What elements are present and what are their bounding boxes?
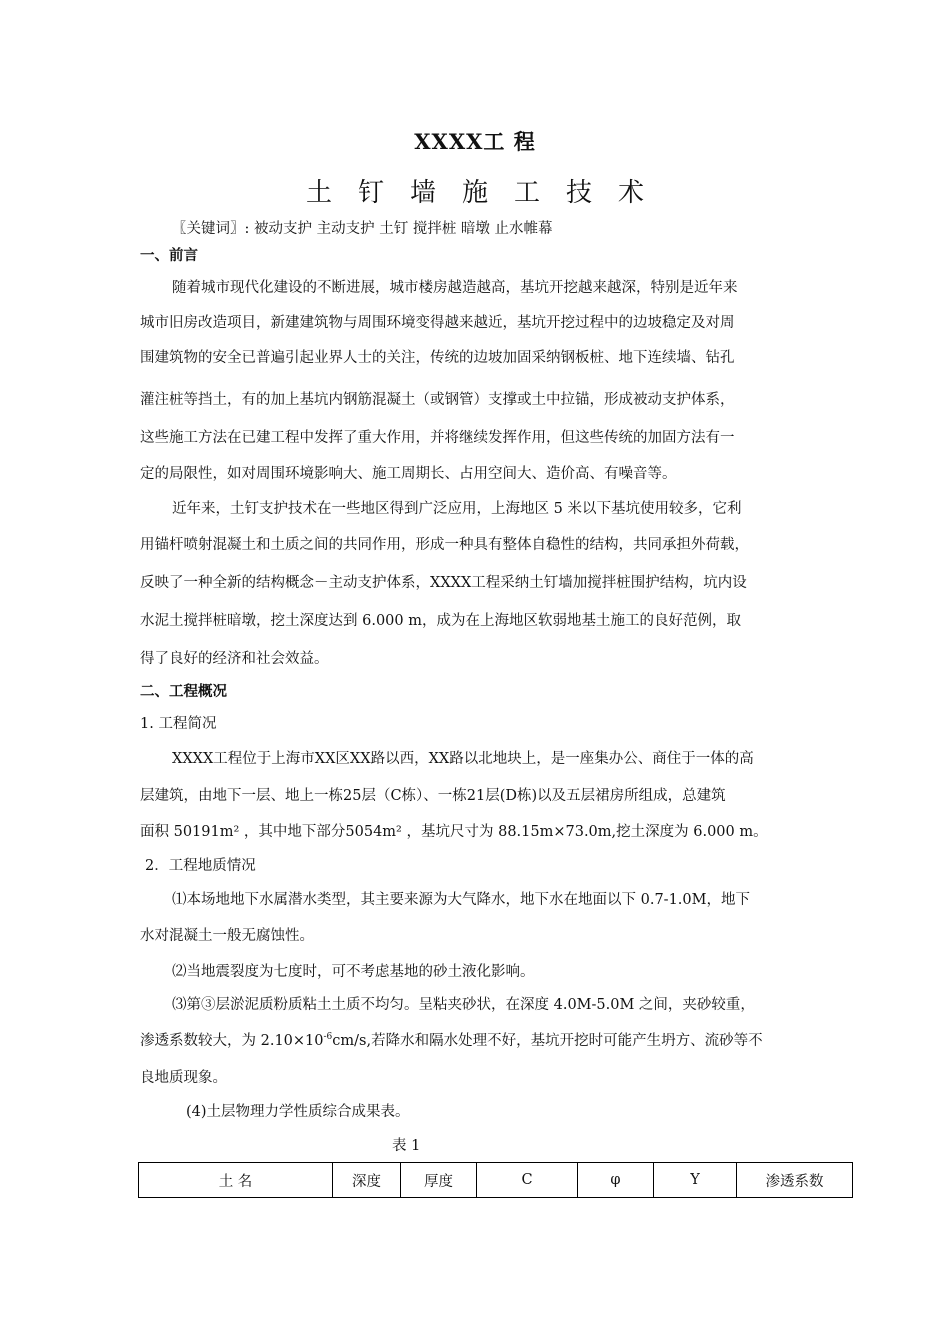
table-header-cell: 厚度 bbox=[401, 1163, 477, 1198]
paragraph-line: ⑶第③层淤泥质粉质粘土土质不均匀。呈粘夹砂状，在深度 4.0M-5.0M 之间，夹砂较重， bbox=[172, 997, 755, 1013]
superscript: -6 bbox=[323, 1032, 333, 1043]
paragraph-line: 围建筑物的安全已普遍引起业界人士的关注，传统的边坡加固采纳钢板桩、地下连续墙、钻孔 bbox=[140, 350, 735, 366]
paragraph-line: 近年来，土钉支护技术在一些地区得到广泛应用，上海地区 5 米以下基坑使用较多，它利 bbox=[172, 501, 742, 517]
table-header-row bbox=[139, 1163, 853, 1198]
text-span: cm/s,若降水和隔水处理不好，基坑开挖时可能产生坍方、流砂等不 bbox=[332, 1033, 763, 1049]
paragraph-line: 层建筑，由地下一层、地上一栋25层（C栋）、一栋21层(D栋)以及五层裙房所组成，总建筑 bbox=[140, 788, 726, 804]
document-subtitle: 土钉墙施工技术 bbox=[305, 178, 670, 208]
paragraph-line: 良地质现象。 bbox=[140, 1070, 227, 1086]
paragraph-line: 定的局限性，如对周围环境影响大、施工周期长、占用空间大、造价高、有噪音等。 bbox=[140, 466, 677, 482]
table-header-cell: 渗透系数 bbox=[737, 1163, 853, 1198]
paragraph-line: 水泥土搅拌桩暗墩，挖土深度达到 6.000 m，成为在上海地区软弱地基土施工的良好范例，取 bbox=[140, 613, 741, 629]
paragraph-line: ⑵当地震裂度为七度时，可不考虑基地的砂土液化影响。 bbox=[172, 964, 535, 980]
table-header-cell: Y bbox=[654, 1163, 737, 1198]
table-header-cell: 深度 bbox=[333, 1163, 401, 1198]
subsection-heading: 2．工程地质情况 bbox=[145, 858, 256, 874]
section-heading-preface: 一、前言 bbox=[140, 247, 198, 264]
paragraph-line: 用锚杆喷射混凝土和土质之间的共同作用，形成一种具有整体自稳性的结构，共同承担外荷载， bbox=[140, 537, 749, 553]
paragraph-line: 水对混凝土一般无腐蚀性。 bbox=[140, 928, 314, 944]
subsection-heading: 1. 工程简况 bbox=[140, 716, 217, 732]
paragraph-line: 反映了一种全新的结构概念－主动支护体系，XXXX工程采纳土钉墙加搅拌桩围护结构，坑内设 bbox=[140, 575, 747, 591]
table-caption: 表 1 bbox=[392, 1138, 421, 1154]
document-title: XXXX工 程 bbox=[414, 129, 536, 154]
table-header-cell: φ bbox=[578, 1163, 654, 1198]
soil-properties-table bbox=[138, 1162, 853, 1198]
paragraph-line: 面积 50191m² ，其中地下部分5054m² ，基坑尺寸为 88.15m×73.0m,挖土深度为 6.000 m。 bbox=[140, 824, 768, 840]
paragraph-line: 得了良好的经济和社会效益。 bbox=[140, 651, 329, 667]
keywords: 〖关键词〗: 被动支护 主动支护 土钉 搅拌桩 暗墩 止水帷幕 bbox=[172, 221, 553, 237]
table-header-cell: C bbox=[477, 1163, 578, 1198]
paragraph-line: 这些施工方法在已建工程中发挥了重大作用，并将继续发挥作用，但这些传统的加固方法有一 bbox=[140, 430, 735, 446]
paragraph-line: 随着城市现代化建设的不断进展，城市楼房越造越高，基坑开挖越来越深，特别是近年来 bbox=[172, 280, 738, 296]
section-heading-overview: 二、工程概况 bbox=[140, 683, 227, 700]
text-span: 渗透系数较大，为 2.10×10 bbox=[140, 1033, 324, 1049]
paragraph-line: (4)土层物理力学性质综合成果表。 bbox=[186, 1104, 410, 1120]
paragraph-line bbox=[140, 1029, 763, 1050]
paragraph-line: ⑴本场地地下水属潜水类型，其主要来源为大气降水，地下水在地面以下 0.7-1.0M，地下 bbox=[172, 892, 750, 908]
paragraph-line: 灌注桩等挡土，有的加上基坑内钢筋混凝土（或钢管）支撑或土中拉锚，形成被动支护体系， bbox=[140, 392, 735, 408]
paragraph-line: XXXX工程位于上海市XX区XX路以西，XX路以北地块上，是一座集办公、商住于一体的高 bbox=[172, 751, 754, 767]
paragraph-line: 城市旧房改造项目，新建建筑物与周围环境变得越来越近，基坑开挖过程中的边坡稳定及对周 bbox=[140, 315, 735, 331]
table-header-cell: 土 名 bbox=[139, 1163, 333, 1198]
